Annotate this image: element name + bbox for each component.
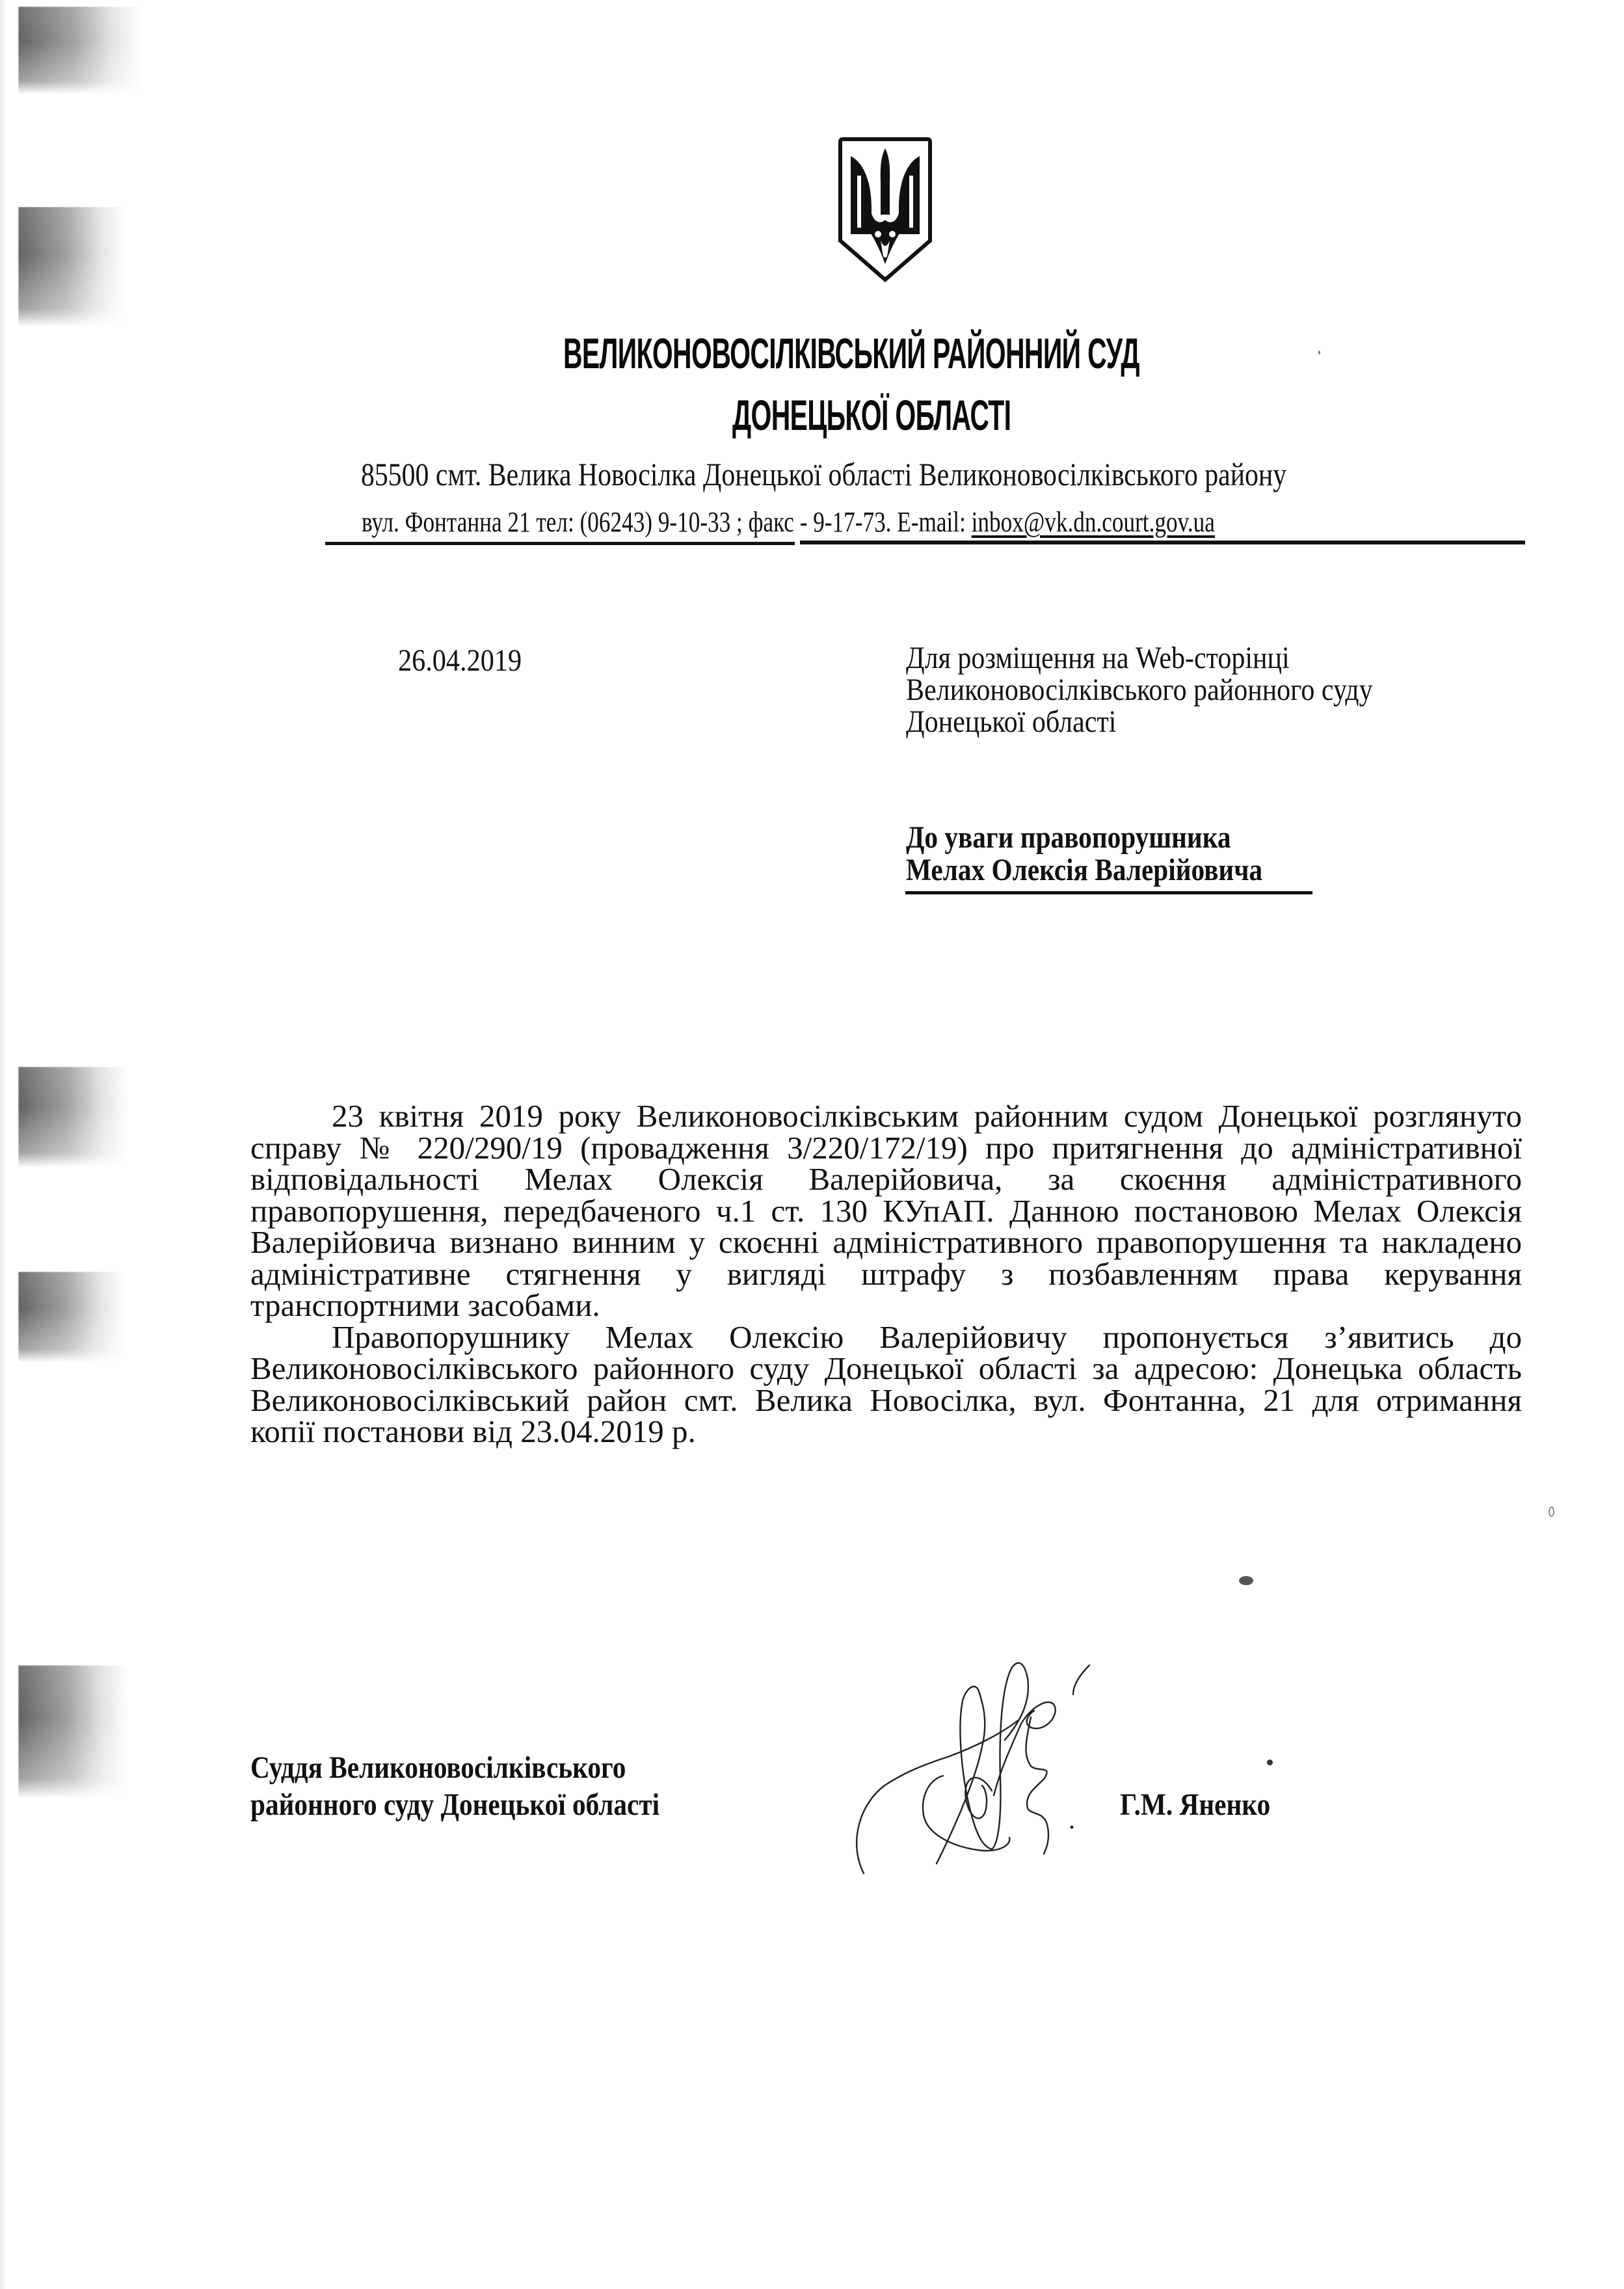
contacts-text: вул. Фонтанна 21 тел: (06243) 9-10-33 ; факс - 9-17-73. E-mail: [362,506,972,538]
body-line: Великоновосілківський район смт. Велика Новосілка, вул. Фонтанна, 21 для отримання [250,1382,1522,1418]
scan-speck [1267,1760,1273,1765]
offender-name: Мелах Олексія Валерійовича [906,853,1263,887]
judge-title: районного суду Донецької області [250,1787,660,1822]
header-divider [800,541,1525,544]
court-name-title: ВЕЛИКОНОВОСІЛКІВСЬКИЙ РАЙОННИЙ СУД [563,329,1139,377]
body-line: копії постанови від 23.04.2019 р. [250,1413,696,1449]
handwritten-signature-icon [845,1649,1132,1883]
scan-artifact [18,7,142,94]
placement-note-line: Донецької області [906,704,1117,739]
scan-artifact [18,1067,129,1168]
scan-artifact [18,1272,126,1363]
trident-coat-of-arms-icon [838,137,933,282]
attention-heading: До уваги правопорушника [906,820,1231,855]
email-link[interactable]: inbox@vk.dn.court.gov.ua [971,506,1215,538]
scan-artifact [18,1665,129,1799]
offender-name-underline [905,891,1312,894]
body-line: Великоновосілківського районного суду Донецької області за адресою: Донецька область [250,1350,1522,1386]
judge-title: Суддя Великоновосілківського [250,1750,626,1785]
body-line: правопорушення, передбаченого ч.1 ст. 130 КУпАП. Данною постановою Мелах Олексія [250,1192,1522,1229]
scan-speck [1318,351,1320,355]
body-line: Правопорушнику Мелах Олексію Валерійовичу пропонується з’явитись до [332,1319,1522,1355]
placement-note-line: Для розміщення на Web-сторінці [906,641,1290,675]
body-line: Валерійовича визнано винним у скоєнні адміністративного правопорушення та накладено [250,1224,1522,1260]
paper-edge-shadow [0,0,7,2289]
body-line: транспортними засобами. [250,1287,600,1323]
body-line: адміністративне стягнення у вигляді штрафу з позбавленням права керування [250,1255,1522,1292]
notice-body [250,1098,1522,1449]
body-line: 23 квітня 2019 року Великоновосілківським районним судом Донецької розглянуто [332,1098,1522,1134]
court-region-title: ДОНЕЦЬКОЇ ОБЛАСТІ [732,391,1011,439]
scan-speck [1549,1506,1554,1517]
judge-name: Г.М. Яненко [1120,1787,1271,1822]
body-line: справу № 220/290/19 (провадження 3/220/172/19) про притягнення до адміністративної [250,1129,1522,1166]
scan-artifact [18,207,126,327]
document-date: 26.04.2019 [398,643,522,678]
placement-note-line: Великоновосілківського районного суду [906,673,1373,707]
body-line: відповідальності Мелах Олексія Валерійовича, за скоєння адміністративного [250,1161,1522,1197]
scan-speck [1239,1576,1253,1585]
court-contacts [362,505,1215,539]
court-address: 85500 смт. Велика Новосілка Донецької області Великоновосілківського району [361,456,1287,492]
header-divider [325,542,795,545]
